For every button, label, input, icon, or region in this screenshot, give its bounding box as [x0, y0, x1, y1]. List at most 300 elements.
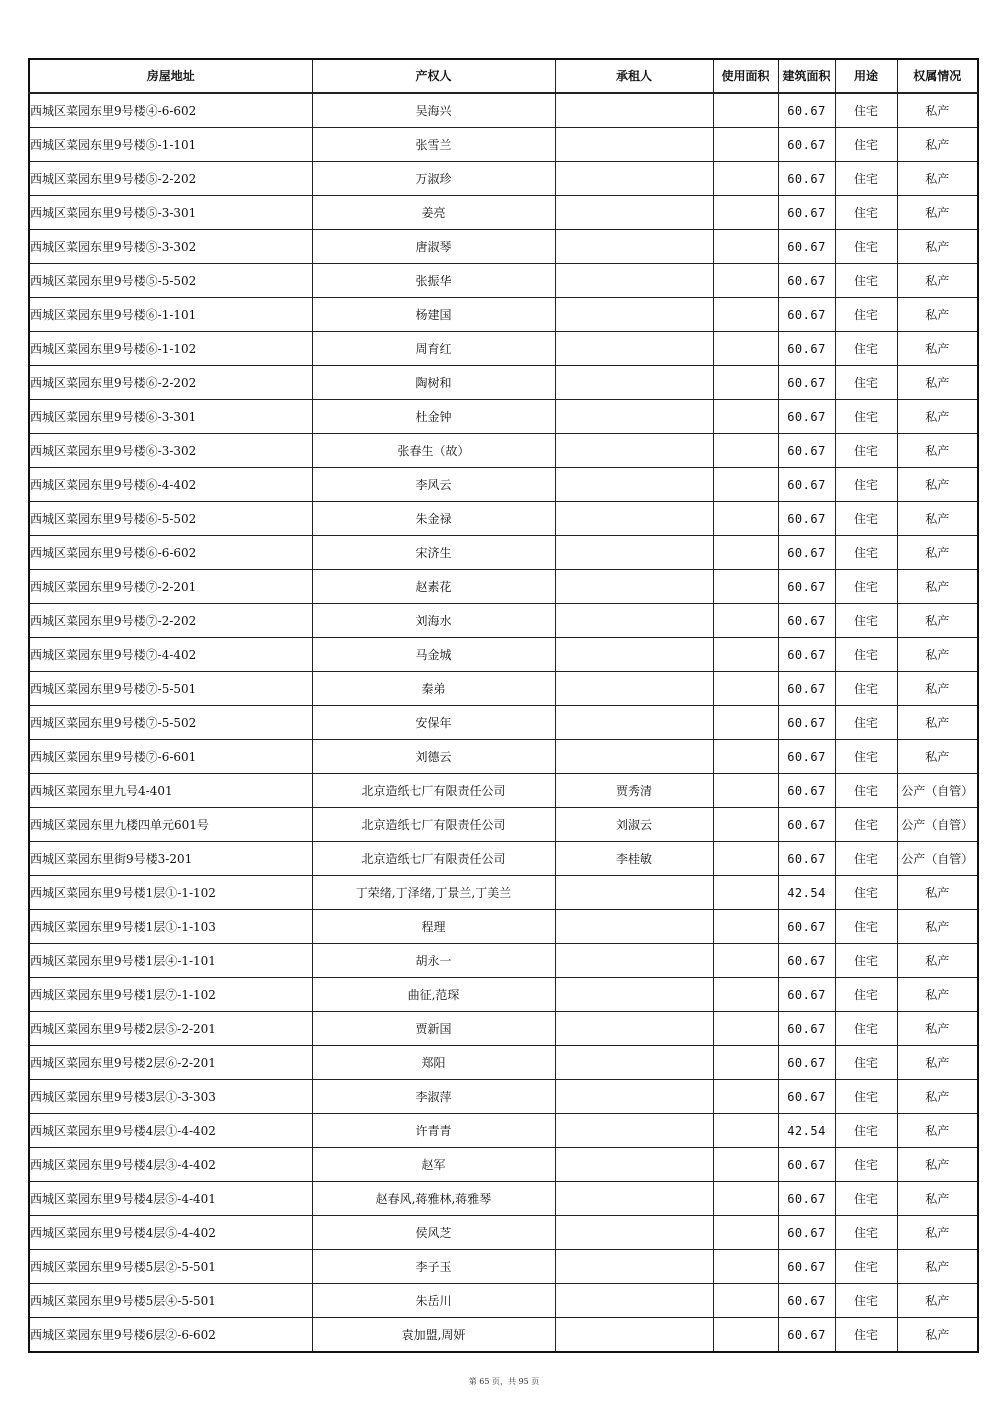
header-address: 房屋地址 — [29, 59, 312, 93]
cell-usage: 住宅 — [835, 808, 897, 842]
cell-owner: 赵军 — [312, 1148, 555, 1182]
cell-usage: 住宅 — [835, 842, 897, 876]
cell-tenant — [555, 1284, 713, 1318]
cell-building-area: 60.67 — [778, 230, 835, 264]
table-row — [29, 978, 978, 1012]
cell-building-area: 60.67 — [778, 1216, 835, 1250]
cell-owner: 吴海兴 — [312, 93, 555, 128]
cell-owner: 周育红 — [312, 332, 555, 366]
cell-tenant — [555, 910, 713, 944]
cell-address: 西城区菜园东里9号楼4层③-4-402 — [29, 1148, 312, 1182]
table-body — [29, 93, 978, 1352]
cell-owner: 李淑萍 — [312, 1080, 555, 1114]
cell-building-area: 60.67 — [778, 808, 835, 842]
table-row — [29, 1318, 978, 1353]
cell-usage: 住宅 — [835, 910, 897, 944]
cell-owner: 程理 — [312, 910, 555, 944]
cell-ownership: 私产 — [897, 570, 978, 604]
cell-usage: 住宅 — [835, 1080, 897, 1114]
cell-owner: 张雪兰 — [312, 128, 555, 162]
table-row — [29, 740, 978, 774]
cell-tenant — [555, 978, 713, 1012]
cell-owner: 安保年 — [312, 706, 555, 740]
cell-usage: 住宅 — [835, 366, 897, 400]
cell-ownership: 私产 — [897, 1250, 978, 1284]
cell-owner: 赵春风,蒋雅林,蒋雅琴 — [312, 1182, 555, 1216]
cell-address: 西城区菜园东里9号楼⑥-5-502 — [29, 502, 312, 536]
cell-address: 西城区菜园东里9号楼⑦-4-402 — [29, 638, 312, 672]
cell-usable-area — [713, 434, 778, 468]
cell-building-area: 60.67 — [778, 298, 835, 332]
cell-owner: 马金城 — [312, 638, 555, 672]
cell-building-area: 60.67 — [778, 740, 835, 774]
cell-address: 西城区菜园东里9号楼⑦-6-601 — [29, 740, 312, 774]
cell-tenant — [555, 706, 713, 740]
cell-address: 西城区菜园东里9号楼4层⑤-4-402 — [29, 1216, 312, 1250]
cell-owner: 赵素花 — [312, 570, 555, 604]
cell-usable-area — [713, 298, 778, 332]
cell-tenant — [555, 264, 713, 298]
cell-tenant — [555, 332, 713, 366]
cell-usage: 住宅 — [835, 1284, 897, 1318]
cell-usable-area — [713, 1284, 778, 1318]
header-tenant: 承租人 — [555, 59, 713, 93]
table-row — [29, 638, 978, 672]
cell-building-area: 60.67 — [778, 1182, 835, 1216]
cell-building-area: 42.54 — [778, 876, 835, 910]
cell-ownership: 私产 — [897, 162, 978, 196]
cell-building-area: 60.67 — [778, 128, 835, 162]
cell-ownership: 私产 — [897, 434, 978, 468]
cell-tenant — [555, 196, 713, 230]
cell-ownership: 私产 — [897, 740, 978, 774]
cell-building-area: 60.67 — [778, 1046, 835, 1080]
cell-tenant — [555, 162, 713, 196]
cell-owner: 丁荣绪,丁泽绪,丁景兰,丁美兰 — [312, 876, 555, 910]
cell-building-area: 60.67 — [778, 842, 835, 876]
cell-building-area: 60.67 — [778, 1148, 835, 1182]
cell-tenant — [555, 944, 713, 978]
cell-address: 西城区菜园东里9号楼1层①-1-102 — [29, 876, 312, 910]
cell-usable-area — [713, 264, 778, 298]
cell-ownership: 私产 — [897, 1216, 978, 1250]
table-row — [29, 808, 978, 842]
table-row — [29, 910, 978, 944]
cell-tenant — [555, 1046, 713, 1080]
cell-usage: 住宅 — [835, 672, 897, 706]
cell-owner: 张春生（故） — [312, 434, 555, 468]
cell-usable-area — [713, 944, 778, 978]
cell-usable-area — [713, 604, 778, 638]
cell-tenant — [555, 1114, 713, 1148]
property-table — [28, 58, 979, 1353]
cell-ownership: 私产 — [897, 400, 978, 434]
cell-usable-area — [713, 1216, 778, 1250]
cell-usage: 住宅 — [835, 706, 897, 740]
cell-address: 西城区菜园东里九号4-401 — [29, 774, 312, 808]
table-row — [29, 468, 978, 502]
cell-usable-area — [713, 230, 778, 264]
cell-ownership: 公产（自管） — [897, 842, 978, 876]
table-row — [29, 876, 978, 910]
cell-address: 西城区菜园东里9号楼4层⑤-4-401 — [29, 1182, 312, 1216]
cell-building-area: 60.67 — [778, 366, 835, 400]
cell-usage: 住宅 — [835, 332, 897, 366]
cell-address: 西城区菜园东里9号楼⑥-3-301 — [29, 400, 312, 434]
cell-tenant — [555, 1148, 713, 1182]
cell-address: 西城区菜园东里9号楼2层⑤-2-201 — [29, 1012, 312, 1046]
cell-address: 西城区菜园东里9号楼⑦-2-202 — [29, 604, 312, 638]
table-row — [29, 264, 978, 298]
cell-building-area: 60.67 — [778, 1250, 835, 1284]
cell-usage: 住宅 — [835, 298, 897, 332]
cell-owner: 朱岳川 — [312, 1284, 555, 1318]
cell-usage: 住宅 — [835, 400, 897, 434]
cell-building-area: 60.67 — [778, 400, 835, 434]
cell-usage: 住宅 — [835, 434, 897, 468]
cell-ownership: 私产 — [897, 672, 978, 706]
cell-building-area: 60.67 — [778, 1012, 835, 1046]
cell-address: 西城区菜园东里9号楼5层④-5-501 — [29, 1284, 312, 1318]
cell-owner: 李子玉 — [312, 1250, 555, 1284]
cell-usage: 住宅 — [835, 1114, 897, 1148]
table-row — [29, 230, 978, 264]
table-header — [29, 59, 978, 93]
cell-address: 西城区菜园东里9号楼⑤-1-101 — [29, 128, 312, 162]
table-row — [29, 1182, 978, 1216]
cell-usage: 住宅 — [835, 1318, 897, 1353]
cell-address: 西城区菜园东里9号楼⑦-2-201 — [29, 570, 312, 604]
cell-tenant — [555, 128, 713, 162]
cell-usable-area — [713, 93, 778, 128]
cell-tenant — [555, 1318, 713, 1353]
cell-ownership: 私产 — [897, 366, 978, 400]
cell-building-area: 42.54 — [778, 1114, 835, 1148]
cell-usage: 住宅 — [835, 978, 897, 1012]
cell-address: 西城区菜园东里9号楼1层④-1-101 — [29, 944, 312, 978]
cell-ownership: 私产 — [897, 638, 978, 672]
cell-tenant: 刘淑云 — [555, 808, 713, 842]
table-row — [29, 774, 978, 808]
cell-owner: 郑阳 — [312, 1046, 555, 1080]
table-row — [29, 1046, 978, 1080]
cell-ownership: 私产 — [897, 536, 978, 570]
table-row — [29, 93, 978, 128]
cell-address: 西城区菜园东里9号楼1层①-1-103 — [29, 910, 312, 944]
cell-usage: 住宅 — [835, 1012, 897, 1046]
cell-building-area: 60.67 — [778, 1284, 835, 1318]
page-footer: 第 65 页，共 95 页 — [468, 1377, 540, 1386]
cell-address: 西城区菜园东里9号楼⑥-4-402 — [29, 468, 312, 502]
table-row — [29, 570, 978, 604]
table-row — [29, 1216, 978, 1250]
table-row — [29, 1012, 978, 1046]
cell-usage: 住宅 — [835, 1046, 897, 1080]
cell-usage: 住宅 — [835, 128, 897, 162]
cell-tenant — [555, 434, 713, 468]
cell-usable-area — [713, 808, 778, 842]
cell-ownership: 私产 — [897, 468, 978, 502]
cell-tenant — [555, 536, 713, 570]
table-row — [29, 196, 978, 230]
cell-usable-area — [713, 978, 778, 1012]
cell-building-area: 60.67 — [778, 468, 835, 502]
cell-address: 西城区菜园东里9号楼⑥-3-302 — [29, 434, 312, 468]
cell-address: 西城区菜园东里9号楼④-6-602 — [29, 93, 312, 128]
cell-usable-area — [713, 162, 778, 196]
cell-usable-area — [713, 672, 778, 706]
cell-owner: 贾新国 — [312, 1012, 555, 1046]
cell-usage: 住宅 — [835, 944, 897, 978]
cell-usage: 住宅 — [835, 570, 897, 604]
cell-usage: 住宅 — [835, 1182, 897, 1216]
cell-building-area: 60.67 — [778, 332, 835, 366]
cell-building-area: 60.67 — [778, 774, 835, 808]
cell-ownership: 私产 — [897, 1012, 978, 1046]
cell-tenant — [555, 298, 713, 332]
cell-ownership: 私产 — [897, 1182, 978, 1216]
cell-usable-area — [713, 842, 778, 876]
header-usable-area: 使用面积 — [713, 59, 778, 93]
cell-ownership: 私产 — [897, 978, 978, 1012]
cell-usable-area — [713, 332, 778, 366]
cell-ownership: 私产 — [897, 93, 978, 128]
cell-building-area: 60.67 — [778, 570, 835, 604]
cell-ownership: 私产 — [897, 230, 978, 264]
cell-ownership: 公产（自管） — [897, 808, 978, 842]
cell-usable-area — [713, 1012, 778, 1046]
table-row — [29, 434, 978, 468]
cell-address: 西城区菜园东里9号楼⑥-1-102 — [29, 332, 312, 366]
cell-usage: 住宅 — [835, 264, 897, 298]
cell-building-area: 60.67 — [778, 196, 835, 230]
table-row — [29, 128, 978, 162]
table-row — [29, 1114, 978, 1148]
cell-usage: 住宅 — [835, 1216, 897, 1250]
cell-usage: 住宅 — [835, 774, 897, 808]
cell-tenant — [555, 400, 713, 434]
table-row — [29, 298, 978, 332]
table-row — [29, 502, 978, 536]
cell-owner: 朱金禄 — [312, 502, 555, 536]
header-row — [29, 59, 978, 93]
cell-owner: 胡永一 — [312, 944, 555, 978]
cell-ownership: 私产 — [897, 1284, 978, 1318]
cell-address: 西城区菜园东里9号楼5层②-5-501 — [29, 1250, 312, 1284]
cell-building-area: 60.67 — [778, 1080, 835, 1114]
cell-tenant — [555, 468, 713, 502]
cell-building-area: 60.67 — [778, 672, 835, 706]
cell-address: 西城区菜园东里9号楼2层⑥-2-201 — [29, 1046, 312, 1080]
cell-usable-area — [713, 910, 778, 944]
cell-owner: 万淑珍 — [312, 162, 555, 196]
cell-usable-area — [713, 366, 778, 400]
cell-usable-area — [713, 638, 778, 672]
cell-building-area: 60.67 — [778, 162, 835, 196]
cell-building-area: 60.67 — [778, 264, 835, 298]
table-row — [29, 706, 978, 740]
cell-ownership: 私产 — [897, 604, 978, 638]
cell-owner: 姜亮 — [312, 196, 555, 230]
cell-building-area: 60.67 — [778, 434, 835, 468]
cell-tenant — [555, 1012, 713, 1046]
cell-usage: 住宅 — [835, 604, 897, 638]
cell-ownership: 私产 — [897, 1318, 978, 1353]
cell-address: 西城区菜园东里9号楼⑥-6-602 — [29, 536, 312, 570]
cell-ownership: 私产 — [897, 1114, 978, 1148]
cell-tenant — [555, 502, 713, 536]
table-row — [29, 1148, 978, 1182]
cell-tenant — [555, 740, 713, 774]
table-row — [29, 944, 978, 978]
cell-usable-area — [713, 774, 778, 808]
cell-address: 西城区菜园东里9号楼⑤-3-301 — [29, 196, 312, 230]
cell-usage: 住宅 — [835, 638, 897, 672]
cell-owner: 刘德云 — [312, 740, 555, 774]
cell-tenant — [555, 1250, 713, 1284]
cell-tenant — [555, 672, 713, 706]
header-owner: 产权人 — [312, 59, 555, 93]
table-row — [29, 672, 978, 706]
cell-ownership: 私产 — [897, 1046, 978, 1080]
cell-address: 西城区菜园东里9号楼4层①-4-402 — [29, 1114, 312, 1148]
cell-ownership: 私产 — [897, 502, 978, 536]
cell-building-area: 60.67 — [778, 93, 835, 128]
cell-owner: 陶树和 — [312, 366, 555, 400]
cell-owner: 杜金钟 — [312, 400, 555, 434]
cell-tenant — [555, 93, 713, 128]
cell-owner: 李风云 — [312, 468, 555, 502]
cell-usable-area — [713, 1182, 778, 1216]
cell-usable-area — [713, 570, 778, 604]
cell-usage: 住宅 — [835, 502, 897, 536]
cell-tenant: 李桂敏 — [555, 842, 713, 876]
cell-usage: 住宅 — [835, 196, 897, 230]
cell-owner: 袁加盟,周妍 — [312, 1318, 555, 1353]
cell-owner: 刘海水 — [312, 604, 555, 638]
table-row — [29, 400, 978, 434]
cell-address: 西城区菜园东里9号楼⑤-5-502 — [29, 264, 312, 298]
cell-usable-area — [713, 536, 778, 570]
cell-usable-area — [713, 1046, 778, 1080]
table-row — [29, 604, 978, 638]
cell-building-area: 60.67 — [778, 638, 835, 672]
cell-owner: 许青青 — [312, 1114, 555, 1148]
cell-tenant — [555, 570, 713, 604]
cell-address: 西城区菜园东里9号楼⑦-5-502 — [29, 706, 312, 740]
cell-ownership: 私产 — [897, 298, 978, 332]
cell-owner: 宋济生 — [312, 536, 555, 570]
table-row — [29, 842, 978, 876]
table-row — [29, 162, 978, 196]
cell-ownership: 公产（自管） — [897, 774, 978, 808]
cell-usage: 住宅 — [835, 93, 897, 128]
cell-ownership: 私产 — [897, 876, 978, 910]
cell-building-area: 60.67 — [778, 706, 835, 740]
cell-ownership: 私产 — [897, 706, 978, 740]
table-row — [29, 1250, 978, 1284]
cell-usage: 住宅 — [835, 162, 897, 196]
table-row — [29, 1284, 978, 1318]
cell-address: 西城区菜园东里9号楼⑦-5-501 — [29, 672, 312, 706]
cell-tenant — [555, 366, 713, 400]
cell-usable-area — [713, 740, 778, 774]
header-usage: 用途 — [835, 59, 897, 93]
cell-tenant — [555, 1182, 713, 1216]
cell-address: 西城区菜园东里9号楼⑤-2-202 — [29, 162, 312, 196]
header-building-area: 建筑面积 — [778, 59, 835, 93]
cell-usable-area — [713, 128, 778, 162]
header-ownership: 权属情况 — [897, 59, 978, 93]
cell-ownership: 私产 — [897, 196, 978, 230]
cell-address: 西城区菜园东里9号楼1层⑦-1-102 — [29, 978, 312, 1012]
cell-ownership: 私产 — [897, 264, 978, 298]
cell-address: 西城区菜园东里9号楼⑥-1-101 — [29, 298, 312, 332]
cell-address: 西城区菜园东里9号楼⑥-2-202 — [29, 366, 312, 400]
cell-tenant: 贾秀清 — [555, 774, 713, 808]
cell-owner: 唐淑琴 — [312, 230, 555, 264]
cell-usable-area — [713, 706, 778, 740]
cell-ownership: 私产 — [897, 332, 978, 366]
cell-tenant — [555, 638, 713, 672]
cell-tenant — [555, 1216, 713, 1250]
cell-usage: 住宅 — [835, 1250, 897, 1284]
cell-ownership: 私产 — [897, 1080, 978, 1114]
cell-usage: 住宅 — [835, 468, 897, 502]
cell-building-area: 60.67 — [778, 1318, 835, 1353]
cell-usage: 住宅 — [835, 1148, 897, 1182]
table-row — [29, 332, 978, 366]
cell-ownership: 私产 — [897, 128, 978, 162]
cell-address: 西城区菜园东里街9号楼3-201 — [29, 842, 312, 876]
cell-usable-area — [713, 1148, 778, 1182]
cell-owner: 侯风芝 — [312, 1216, 555, 1250]
cell-owner: 秦弟 — [312, 672, 555, 706]
cell-usable-area — [713, 1318, 778, 1353]
cell-address: 西城区菜园东里9号楼⑤-3-302 — [29, 230, 312, 264]
cell-owner: 曲征,范琛 — [312, 978, 555, 1012]
cell-usable-area — [713, 468, 778, 502]
table-row — [29, 1080, 978, 1114]
cell-usage: 住宅 — [835, 536, 897, 570]
cell-owner: 北京造纸七厂有限责任公司 — [312, 774, 555, 808]
cell-usage: 住宅 — [835, 740, 897, 774]
cell-building-area: 60.67 — [778, 910, 835, 944]
cell-building-area: 60.67 — [778, 944, 835, 978]
cell-building-area: 60.67 — [778, 604, 835, 638]
cell-building-area: 60.67 — [778, 502, 835, 536]
cell-ownership: 私产 — [897, 944, 978, 978]
cell-usable-area — [713, 400, 778, 434]
cell-usable-area — [713, 876, 778, 910]
cell-usable-area — [713, 196, 778, 230]
cell-address: 西城区菜园东里9号楼6层②-6-602 — [29, 1318, 312, 1353]
cell-address: 西城区菜园东里9号楼3层①-3-303 — [29, 1080, 312, 1114]
table-row — [29, 536, 978, 570]
cell-tenant — [555, 1080, 713, 1114]
cell-address: 西城区菜园东里九楼四单元601号 — [29, 808, 312, 842]
cell-owner: 杨建国 — [312, 298, 555, 332]
cell-usable-area — [713, 1250, 778, 1284]
cell-usable-area — [713, 502, 778, 536]
cell-tenant — [555, 604, 713, 638]
cell-usage: 住宅 — [835, 230, 897, 264]
cell-usable-area — [713, 1114, 778, 1148]
cell-ownership: 私产 — [897, 910, 978, 944]
cell-building-area: 60.67 — [778, 978, 835, 1012]
cell-owner: 北京造纸七厂有限责任公司 — [312, 842, 555, 876]
cell-owner: 张振华 — [312, 264, 555, 298]
